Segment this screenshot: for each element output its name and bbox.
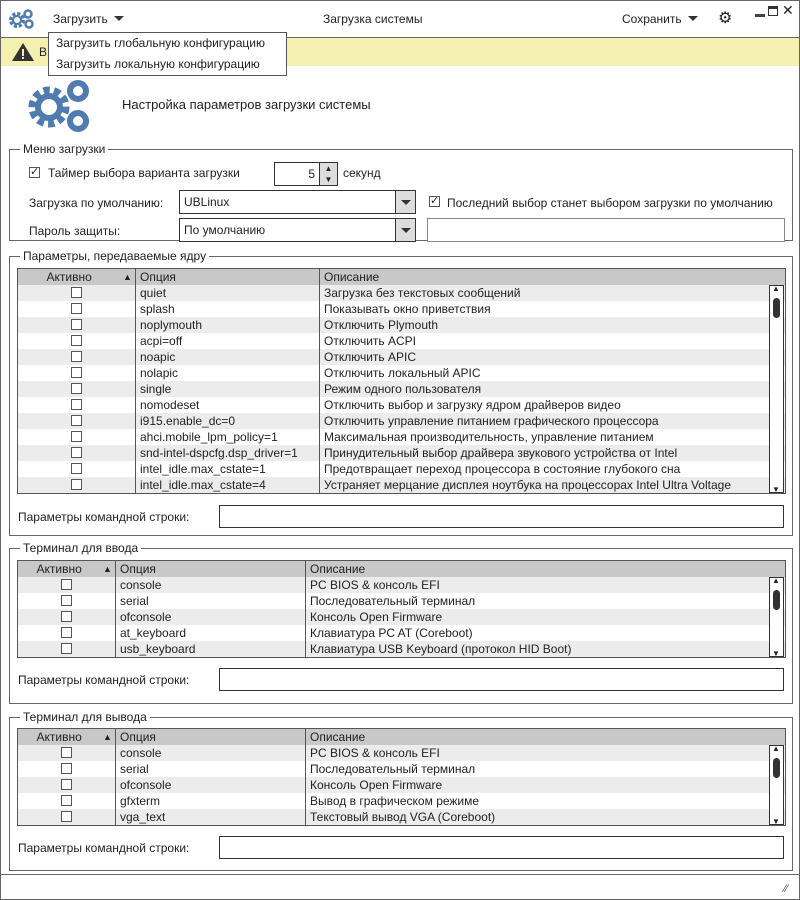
option-cell: ahci.mobile_lpm_policy=1 (135, 429, 278, 445)
column-header-option[interactable]: Опция (115, 729, 156, 745)
description-cell: Последовательный терминал (305, 593, 475, 609)
table-row[interactable] (18, 445, 785, 461)
vertical-scrollbar[interactable] (769, 285, 784, 493)
last-choice-label: Последний выбор станет выбором загрузки по умолчанию (447, 196, 773, 210)
timer-spinbox[interactable] (274, 162, 338, 186)
hero-title: Настройка параметров загрузки системы (122, 97, 371, 112)
option-cell: nomodeset (135, 397, 199, 413)
row-active-checkbox[interactable] (61, 611, 72, 622)
row-active-checkbox[interactable] (71, 303, 82, 314)
description-cell: Отключить APIC (319, 349, 416, 365)
group-legend: Терминал для вывода (20, 710, 150, 724)
scroll-down-icon[interactable]: ▼ (772, 817, 780, 826)
vertical-scrollbar[interactable] (769, 745, 784, 825)
column-header-description[interactable]: Описание (305, 561, 365, 577)
resize-grip-icon[interactable]: ⁄⁄ (784, 883, 788, 895)
row-active-checkbox[interactable] (71, 287, 82, 298)
description-cell: Отключить выбор и загрузку ядром драйверов видео (319, 397, 621, 413)
row-active-checkbox[interactable] (61, 795, 72, 806)
description-cell: Максимальная производительность, управление питанием (319, 429, 654, 445)
output-terminal-cmdline-input[interactable] (219, 836, 784, 859)
group-legend: Меню загрузки (20, 142, 108, 156)
row-active-checkbox[interactable] (61, 779, 72, 790)
description-cell: Консоль Open Firmware (305, 609, 442, 625)
description-cell: Последовательный терминал (305, 761, 475, 777)
menu-item-load-local[interactable]: Загрузить локальную конфигурацию (56, 57, 260, 71)
description-cell: Текстовый вывод VGA (Coreboot) (305, 809, 495, 825)
spin-arrows-icon[interactable]: ▲ ▼ (319, 163, 337, 185)
close-icon[interactable]: ✕ (782, 2, 794, 18)
option-cell: console (115, 745, 161, 761)
warning-icon (11, 42, 35, 62)
table-row[interactable] (18, 577, 785, 593)
table-row[interactable] (18, 461, 785, 477)
row-active-checkbox[interactable] (71, 383, 82, 394)
description-cell: Клавиатура USB Keyboard (протокол HID Boot) (305, 641, 571, 657)
row-active-checkbox[interactable] (61, 747, 72, 758)
description-cell: Консоль Open Firmware (305, 777, 442, 793)
description-cell: Устраняет мерцание дисплея ноутбука на процессорах Intel Ultra Voltage (319, 477, 731, 493)
column-header-description[interactable]: Описание (319, 269, 379, 285)
cmdline-label: Параметры командной строки: (18, 673, 190, 687)
column-header-active[interactable]: Активно (36, 730, 82, 744)
column-header-active[interactable]: Активно (46, 270, 92, 284)
default-boot-value: UBLinux (184, 195, 230, 209)
menu-item-load-global[interactable]: Загрузить глобальную конфигурацию (56, 36, 265, 50)
table-row[interactable] (18, 641, 785, 657)
password-value: По умолчанию (184, 223, 266, 237)
scroll-up-icon[interactable]: ▲ (772, 576, 780, 585)
table-row[interactable] (18, 349, 785, 365)
row-active-checkbox[interactable] (71, 415, 82, 426)
scroll-down-icon[interactable]: ▼ (772, 485, 780, 494)
timer-label: Таймер выбора варианта загрузки (48, 166, 240, 180)
output-terminal-table (17, 728, 786, 826)
table-row[interactable] (18, 477, 785, 493)
option-cell: i915.enable_dc=0 (135, 413, 235, 429)
description-cell: Предотвращает переход процессора в состояние глубокого сна (319, 461, 680, 477)
load-menu-label: Загрузить (53, 12, 108, 26)
table-row[interactable] (18, 365, 785, 381)
sort-ascending-icon: ▲ (103, 732, 112, 742)
input-terminal-cmdline-input[interactable] (219, 668, 784, 691)
description-cell: Отключить локальный APIC (319, 365, 481, 381)
input-terminal-table (17, 560, 786, 658)
option-cell: snd-intel-dspcfg.dsp_driver=1 (135, 445, 298, 461)
settings-gear-icon[interactable]: ⚙ (718, 10, 733, 27)
option-cell: console (115, 577, 161, 593)
description-cell: Отключить управление питанием графического процессора (319, 413, 659, 429)
column-header-description[interactable]: Описание (305, 729, 365, 745)
column-header-option[interactable]: Опция (115, 561, 156, 577)
timer-unit: секунд (343, 166, 381, 180)
option-cell: ofconsole (115, 777, 171, 793)
option-cell: splash (135, 301, 175, 317)
row-active-checkbox[interactable] (71, 351, 82, 362)
table-row[interactable] (18, 429, 785, 445)
table-row[interactable] (18, 777, 785, 793)
app-gears-icon (9, 9, 35, 29)
default-boot-label: Загрузка по умолчанию: (29, 196, 164, 210)
chevron-down-icon (401, 228, 411, 233)
load-menu-button[interactable] (53, 12, 118, 26)
password-combo[interactable] (179, 218, 416, 242)
description-cell: Клавиатура PC AT (Coreboot) (305, 625, 473, 641)
option-cell: intel_idle.max_cstate=4 (135, 477, 266, 493)
row-active-checkbox[interactable] (61, 579, 72, 590)
chevron-down-icon (401, 200, 411, 205)
sort-ascending-icon: ▲ (123, 272, 132, 282)
kernel-params-table (17, 268, 786, 494)
scrollbar-thumb[interactable] (773, 758, 780, 778)
timer-value: 5 (308, 167, 315, 181)
option-cell: ofconsole (115, 609, 171, 625)
row-active-checkbox[interactable] (71, 479, 82, 490)
minimize-icon[interactable] (755, 14, 765, 17)
option-cell: nolapic (135, 365, 178, 381)
table-row[interactable] (18, 413, 785, 429)
description-cell: Принудительный выбор драйвера звукового устройства от Intel (319, 445, 677, 461)
scroll-down-icon[interactable]: ▼ (772, 649, 780, 658)
window-title: Загрузка системы (323, 12, 423, 26)
table-row[interactable] (18, 793, 785, 809)
chevron-down-icon (688, 16, 698, 21)
timer-checkbox[interactable]: ✓ (30, 166, 40, 178)
option-cell: vga_text (115, 809, 165, 825)
option-cell: acpi=off (135, 333, 182, 349)
status-bar (1, 874, 799, 875)
table-row[interactable] (18, 609, 785, 625)
row-active-checkbox[interactable] (71, 447, 82, 458)
row-active-checkbox[interactable] (61, 595, 72, 606)
password-entry[interactable] (427, 218, 785, 242)
cmdline-label: Параметры командной строки: (18, 841, 190, 855)
row-active-checkbox[interactable] (71, 335, 82, 346)
default-boot-combo[interactable] (179, 190, 416, 214)
table-header (18, 729, 785, 745)
option-cell: usb_keyboard (115, 641, 195, 657)
description-cell: Режим одного пользователя (319, 381, 481, 397)
option-cell: serial (115, 761, 149, 777)
description-cell: PC BIOS & консоль EFI (305, 577, 440, 593)
description-cell: Вывод в графическом режиме (305, 793, 479, 809)
option-cell: gfxterm (115, 793, 160, 809)
table-row[interactable] (18, 593, 785, 609)
chevron-down-icon (114, 16, 124, 21)
row-active-checkbox[interactable] (61, 627, 72, 638)
hero-gears-icon (27, 77, 93, 135)
column-header-active[interactable]: Активно (36, 562, 82, 576)
save-menu-button[interactable] (622, 12, 692, 26)
option-cell: intel_idle.max_cstate=1 (135, 461, 266, 477)
table-row[interactable] (18, 745, 785, 761)
scroll-up-icon[interactable]: ▲ (772, 284, 780, 293)
maximize-icon[interactable] (768, 6, 778, 16)
group-legend: Терминал для ввода (20, 541, 141, 555)
table-row[interactable] (18, 301, 785, 317)
save-menu-label: Сохранить (622, 12, 682, 26)
row-active-checkbox[interactable] (71, 319, 82, 330)
row-active-checkbox[interactable] (61, 811, 72, 822)
description-cell: Отключить ACPI (319, 333, 416, 349)
table-row[interactable] (18, 317, 785, 333)
option-cell: serial (115, 593, 149, 609)
description-cell: Показывать окно приветствия (319, 301, 491, 317)
kernel-params-cmdline-input[interactable] (219, 505, 784, 528)
load-dropdown-menu (48, 32, 287, 76)
row-active-checkbox[interactable] (61, 643, 72, 654)
table-row[interactable] (18, 625, 785, 641)
scrollbar-thumb[interactable] (773, 298, 780, 318)
banner-text: В (39, 45, 48, 59)
row-active-checkbox[interactable] (71, 367, 82, 378)
group-legend: Параметры, передаваемые ядру (20, 249, 209, 263)
table-row[interactable] (18, 397, 785, 413)
description-cell: Отключить Plymouth (319, 317, 438, 333)
scroll-up-icon[interactable]: ▲ (772, 744, 780, 753)
password-label: Пароль защиты: (29, 224, 121, 238)
option-cell: noapic (135, 349, 175, 365)
table-row[interactable] (18, 809, 785, 825)
row-active-checkbox[interactable] (71, 431, 82, 442)
description-cell: Загрузка без текстовых сообщений (319, 285, 520, 301)
table-row[interactable] (18, 333, 785, 349)
table-header (18, 269, 785, 285)
option-cell: quiet (135, 285, 166, 301)
description-cell: PC BIOS & консоль EFI (305, 745, 440, 761)
table-header (18, 561, 785, 577)
row-active-checkbox[interactable] (71, 399, 82, 410)
option-cell: noplymouth (135, 317, 202, 333)
table-row[interactable] (18, 761, 785, 777)
sort-ascending-icon: ▲ (103, 564, 112, 574)
last-choice-checkbox[interactable]: ✓ (430, 195, 440, 207)
row-active-checkbox[interactable] (71, 463, 82, 474)
option-cell: at_keyboard (115, 625, 186, 641)
vertical-scrollbar[interactable] (769, 577, 784, 657)
table-row[interactable] (18, 381, 785, 397)
table-row[interactable] (18, 285, 785, 301)
row-active-checkbox[interactable] (61, 763, 72, 774)
scrollbar-thumb[interactable] (773, 590, 780, 610)
column-header-option[interactable]: Опция (135, 269, 176, 285)
option-cell: single (135, 381, 171, 397)
cmdline-label: Параметры командной строки: (18, 510, 190, 524)
